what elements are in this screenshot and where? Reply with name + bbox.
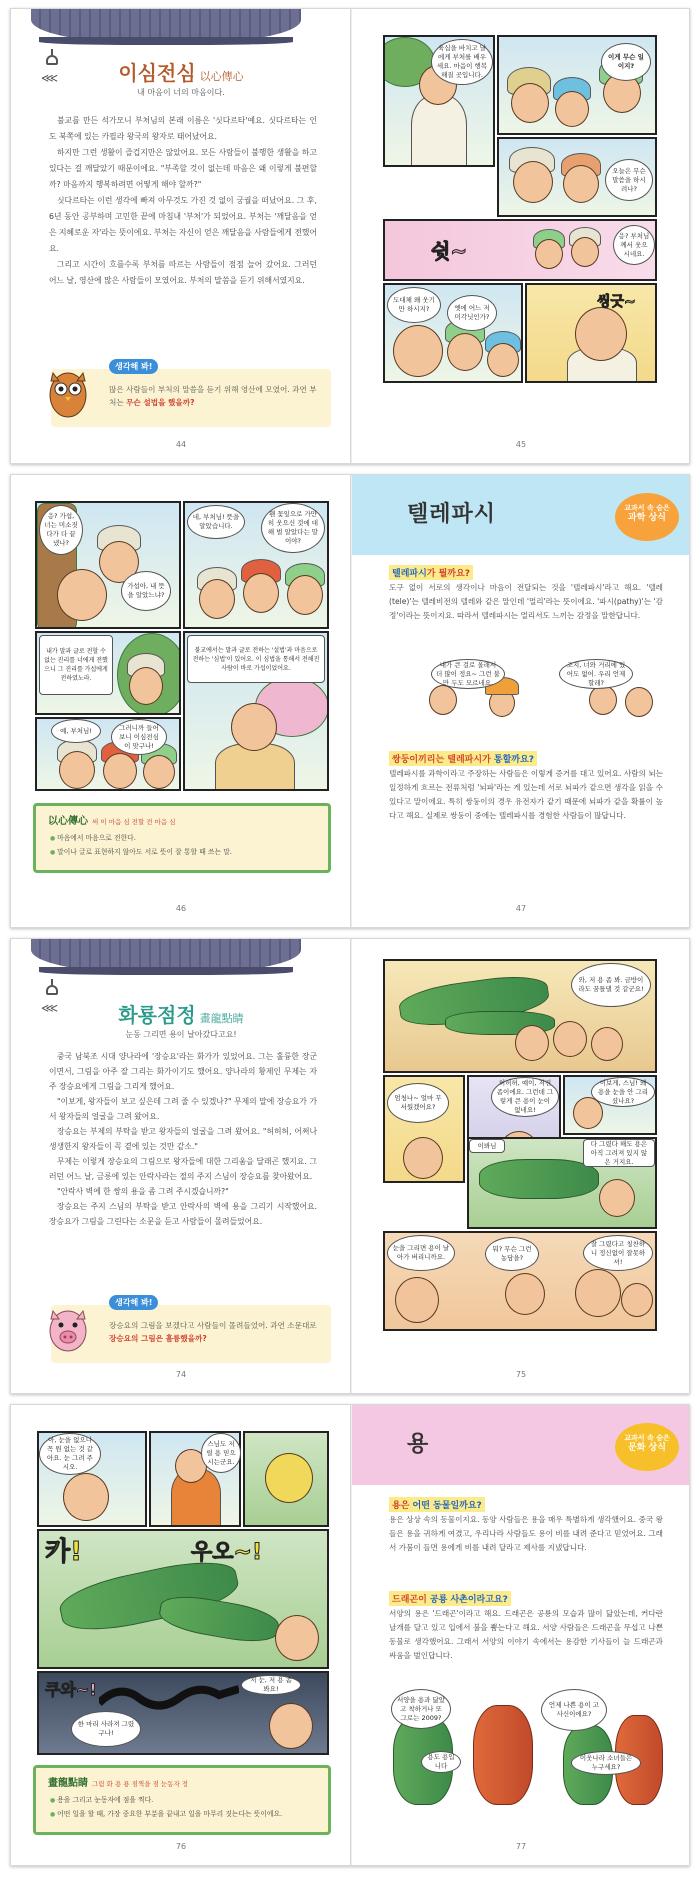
speech-bubble: 왠 꽃잎으로 가만히 웃으신 것에 대해 벌 알았다는 말이야? bbox=[261, 503, 325, 553]
speech-bubble: 육십을 바치고 날에게 부처를 배우세요. 마음이 행복해질 곳입니다. bbox=[431, 39, 493, 85]
idiom-meaning: ● 마음에서 마음으로 전한다. bbox=[50, 832, 136, 842]
speech-bubble: 내가 큰 걸로 올래서 더 많이 정요~ 그런 불만 두도 모르네요. bbox=[431, 659, 505, 689]
speech-bubble: 아, 눈을 없으니 꼭 뭔 없는 것 같아요. 눈 그려 주시오. bbox=[39, 1433, 101, 1475]
page-number: 77 bbox=[515, 1842, 527, 1851]
think-text: 장승요의 그림을 보겠다고 사람들이 몰려들었어. 과연 소문대로 장승요의 그림은 훌륭했을까? bbox=[109, 1321, 317, 1343]
speech-bubble: 응? 부처님께서 웃으시네요. bbox=[613, 225, 655, 265]
speech-bubble: 서양을 용과 닮았고 착하거나 또 그로는 2009? bbox=[391, 1689, 451, 1729]
narration-box: 불교에서는 말과 글로 전하는 '설법'과 마음으로 전하는 '심법'이 있어요. 이 심법을 통해서 전해진 사람이 바로 가섭이었어요. bbox=[187, 635, 325, 683]
roof-edge bbox=[39, 967, 293, 975]
mascot-pig-icon bbox=[45, 1301, 91, 1359]
page-number: 46 bbox=[175, 904, 187, 913]
section-header bbox=[351, 475, 690, 555]
body-text bbox=[49, 1049, 317, 1229]
idiom-title: 畫龍點睛 그림 화 용 룡 점찍을 점 눈동자 정 bbox=[48, 1778, 189, 1789]
speech-bubble: 조지, 너와 거리에 있어도 없어. 우리 언제 할래? bbox=[559, 659, 633, 689]
idiom-meaning: ● 어떤 일을 할 때, 가장 중요한 부분을 끝내고 일을 마무리 짓는다는 뜻이에요. bbox=[50, 1808, 320, 1818]
speech-bubble: 잘 그렸다고 칭찬하니 정신없이 잘못하셔! bbox=[583, 1235, 653, 1271]
paragraph: 싯다르타는 이런 생각에 빠져 아무것도 가진 것 없이 궁궐을 떠났어요. 그 후, 6년 동안 공부하며 고민한 끝에 마침내 '부처'가 되었어요. 부처는 '깨달음을 얻은 지혜로운 자'라는 뜻이에요. 부처는 자신이 얻은 깨달음을 사람들에게 전했어요. bbox=[49, 196, 317, 253]
question-heading: 용은 어떤 동물일까요? bbox=[389, 1497, 485, 1512]
speech-bubble: 눈을 그리면 용이 날아가 버리니까요. bbox=[387, 1235, 455, 1271]
science-badge: 교과서 속 숨은 과학 상식 bbox=[615, 493, 679, 541]
idiom-box bbox=[33, 803, 331, 873]
speech-bubble: 허허허, 예이, 저건 좀이에요. 그런데 그렇게 큰 용이 눈이 없네요! bbox=[491, 1077, 559, 1117]
spread-1 bbox=[10, 8, 690, 464]
think-box bbox=[51, 1298, 331, 1363]
speech-bubble: 도대체 왜 웃기만 하시지? bbox=[387, 287, 441, 323]
think-tag: 생각해 봐! bbox=[109, 1295, 158, 1310]
section-text: 서양의 용은 '드래곤'이라고 해요. 드래곤은 공룡의 모습과 많이 닮았는데, 커다란 날개를 달고 있고 입에서 불을 뿜는다고 해요. 서양 사람들은 드래곤을 무섭고 나쁜 동물로 생각했어요. 그래서 서양의 이야기 속에서는 용감한 기사들이 늘 드래곤과 싸움을 벌인답니다. bbox=[389, 1609, 663, 1660]
culture-badge: 교과서 속 숨은 문화 상식 bbox=[615, 1423, 679, 1471]
page-number: 44 bbox=[175, 440, 187, 449]
sound-effect: 카! bbox=[45, 1537, 82, 1567]
roof-edge bbox=[39, 37, 293, 45]
page-number: 76 bbox=[175, 1842, 187, 1851]
caption-box: 이봐님 bbox=[469, 1139, 505, 1153]
section-title: 용 bbox=[407, 1432, 430, 1457]
paragraph: 불교를 만든 석가모니 부처님의 본래 이름은 '싯다르타'예요. 싯다르타는 인도 북쪽에 있는 카필라 왕국의 왕자로 태어났어요. bbox=[49, 116, 317, 141]
speech-bubble: 언제 나쁜 용이 고사신이에요? bbox=[541, 1689, 607, 1731]
section-header bbox=[351, 1405, 690, 1485]
page-title: 화룡점정 畫龍點睛 bbox=[118, 1003, 244, 1027]
page-45 bbox=[351, 9, 690, 463]
speech-bubble: 엄청나~ 얼마 무서웠겠어요? bbox=[387, 1083, 449, 1123]
comic-panel bbox=[525, 283, 657, 383]
paragraph: 장승요는 부제의 부탁을 받고 왕자들의 얼굴을 그려 왔어요. "허허허, 어쩌나 생생한지 왕자들이 꼭 곁에 있는 것만 같소." bbox=[49, 1127, 317, 1151]
section-text: 텔레파시를 과학이라고 주장하는 사람들은 이렇게 증거를 대고 있어요. 사람의 뇌는 일정하게 흐르는 전류처럼 '뇌파'라는 게 있는데 서로 뇌파가 같으면 생각을 읽을 수 있다고 말이에요. 특히 쌍둥이의 경우 유전자가 같기 때문에 뇌파가 같을 확률이 높다고 해요. 실제로 쌍둥이 중에는 텔레파시를 경험한 사람들이 많답니다. bbox=[389, 769, 663, 820]
page-46 bbox=[11, 475, 351, 927]
paragraph: 무제는 이렇게 장승요의 그림으로 왕자들에 대한 그리움을 달래곤 했지요. 그러던 어느 날, 금릉에 있는 안락사라는 절의 주지 스님이 장승요를 찾아왔어요. bbox=[49, 1157, 317, 1181]
section-text: 도구 없이 서로의 생각이나 마음이 전달되는 것을 '텔레파시'라고 해요. '텔레(tele)'는 텔레비전의 텔레와 같은 말인데 '멀리'라는 뜻이에요. '파시(pathy)'는 '감정'이라는 뜻이지요. 따라서 텔레파시는 멀리서도 느끼는 감정을 말한답니다. bbox=[389, 583, 663, 620]
page-76 bbox=[11, 1405, 351, 1865]
speech-bubble: 이웃나라 소녀들은 누구세요? bbox=[571, 1751, 641, 1775]
spread-3 bbox=[10, 938, 690, 1394]
comic-panel bbox=[243, 1431, 329, 1527]
body-text bbox=[49, 113, 317, 289]
sound-effect: 쿠와~! bbox=[45, 1680, 97, 1699]
speech-bubble: 그러니까 들어보니 이심전심이 맞구나! bbox=[111, 719, 167, 755]
narration-box: 내가 말과 글로 전할 수 없는 진리를 너에게 전했으니 그 진리를 가섭에게 전하였노라. bbox=[39, 635, 113, 695]
page-number: 74 bbox=[175, 1370, 187, 1379]
speech-bubble: 이게 무슨 일이지? bbox=[601, 43, 651, 81]
sound-effect: 씽긋~ bbox=[597, 294, 636, 310]
page-subtitle: 내 마음이 너의 마음이다. bbox=[137, 88, 225, 97]
fish-icon: ⋘ bbox=[41, 71, 59, 85]
paragraph: "안락사 벽에 한 쌍의 용을 좀 그려 주시겠습니까?" bbox=[57, 1187, 229, 1196]
page-number: 45 bbox=[515, 440, 527, 449]
caption-box: 다 그렸다 해도 용은 아직 그려져 있지 않은 거지요. bbox=[583, 1139, 655, 1167]
section-text: 용은 상상 속의 동물이지요. 동양 사람들은 용을 매우 특별하게 생각했어요. 중국 왕들은 용을 귀하게 여겼고, 우리나라 사람들도 용이 비를 내려 준다고 믿었어요. 그래서 가뭄이 들면 용에게 비를 내려 달라고 제사를 지냈답니다. bbox=[389, 1515, 663, 1552]
wind-bell-icon bbox=[45, 979, 59, 999]
paragraph: 장승요는 주지 스님의 부탁을 받고 안락사의 벽에 용을 그리기 시작했어요. 장승요가 그림을 그린다는 소문을 듣고 사람들이 몰려들었어요. bbox=[49, 1202, 317, 1226]
paragraph: 중국 남북조 시대 양나라에 '장승요'라는 화가가 있었어요. 그는 훌륭한 장군이면서, 그림을 아주 잘 그리는 화가이기도 했어요. 양나라의 황제인 무제는 자주 장승요에게 그림을 그리게 했어요. bbox=[49, 1052, 317, 1091]
sound-effect: 쉿~ bbox=[431, 239, 468, 263]
speech-bubble: 예, 부처님! bbox=[51, 719, 101, 743]
page-75 bbox=[351, 939, 690, 1393]
question-heading: 쌍둥이끼리는 텔레파시가 통할까요? bbox=[389, 751, 537, 766]
spread-2 bbox=[10, 474, 690, 928]
paragraph: "이보게, 왕자들이 보고 싶은데 그려 줄 수 있겠나?" 무제의 말에 장승요가 가서 왕자들의 얼굴을 그려 왔어요. bbox=[49, 1097, 317, 1121]
think-box bbox=[51, 362, 331, 427]
speech-bubble: 한 마리 사라져 그렸구나! bbox=[71, 1711, 141, 1747]
speech-bubble: 뭐? 무슨 그런 농담을? bbox=[485, 1237, 539, 1271]
page-title: 이심전심 以心傳心 bbox=[118, 61, 244, 85]
question-heading: 텔레파시가 뭘까요? bbox=[389, 565, 473, 580]
black-dragon-icon bbox=[99, 1683, 239, 1713]
speech-bubble: 용도 용입니다 bbox=[421, 1751, 461, 1773]
mascot-owl-icon bbox=[45, 365, 91, 423]
idiom-meaning: ● 말이나 글로 표현하지 않아도 서로 뜻이 잘 통할 때 쓰는 말. bbox=[50, 846, 232, 856]
page-number: 75 bbox=[515, 1370, 527, 1379]
speech-bubble: 저 눈, 저 용 좀 봐요! bbox=[241, 1675, 301, 1695]
speech-bubble: 네, 부처님! 뜻을 알았습니다. bbox=[187, 505, 245, 539]
fish-icon: ⋘ bbox=[41, 1001, 59, 1015]
speech-bubble: 가섭아, 내 뜻을 알았느냐? bbox=[121, 571, 171, 611]
sound-effect: 우오~! bbox=[191, 1540, 262, 1565]
section-title: 텔레파시 bbox=[407, 502, 497, 527]
speech-bubble: 응? 가섭, 너는 미소짓다가 다 끝냈나? bbox=[39, 505, 83, 555]
speech-bubble: 오늘은 무슨 말씀을 하시려나? bbox=[605, 159, 653, 201]
speech-bubble: 스님도 저럴 용 믿으시는군요. bbox=[201, 1433, 241, 1473]
idiom-title: 以心傳心 써 이 마음 심 전할 전 마음 심 bbox=[48, 816, 176, 827]
spread-4 bbox=[10, 1404, 690, 1866]
page-77 bbox=[351, 1405, 690, 1865]
think-text: 많은 사람들이 부처의 말씀을 듣기 위해 영산에 모였어. 과연 부처는 무슨 설법을 했을까? bbox=[109, 385, 317, 407]
speech-bubble: 옛에 어느 저 미각닛인가? bbox=[447, 295, 497, 331]
idiom-meaning: ● 용을 그리고 눈동자에 점을 찍다. bbox=[50, 1794, 153, 1804]
speech-bubble: 와, 저 용 좀 봐. 금방이라도 꿈틀댈 것 같군요! bbox=[571, 963, 651, 1007]
paragraph: 그리고 시간이 흐를수록 부처를 따르는 사람들이 점점 늘어 갔어요. 그러던 어느 날, 영산에 많은 사람들이 모였어요. 부처의 말씀을 듣기 위해서였지요. bbox=[49, 260, 317, 285]
idiom-box bbox=[33, 1765, 331, 1835]
page-subtitle: 눈동 그리면 용이 날아갔다고요! bbox=[125, 1030, 237, 1039]
speech-bubble: 이보게, 스님! 왜 용을 눈을 안 그리셨나요? bbox=[591, 1077, 655, 1107]
page-47 bbox=[351, 475, 690, 927]
paragraph: 하지만 그런 생활이 즐겁지만은 않았어요. 모든 사람들이 불행한 생활을 하고 있다는 걸 깨달았기 때문이에요. "부족할 것이 없는데 마음은 왜 이렇게 불편할까? 마음까지 행복하려면 어떻게 해야 할까?" bbox=[49, 148, 317, 189]
page-74 bbox=[11, 939, 351, 1393]
question-heading: 드래곤이 공룡 사촌이라고요? bbox=[389, 1591, 511, 1606]
page-44 bbox=[11, 9, 351, 463]
page-number: 47 bbox=[515, 904, 527, 913]
think-tag: 생각해 봐! bbox=[109, 359, 158, 374]
